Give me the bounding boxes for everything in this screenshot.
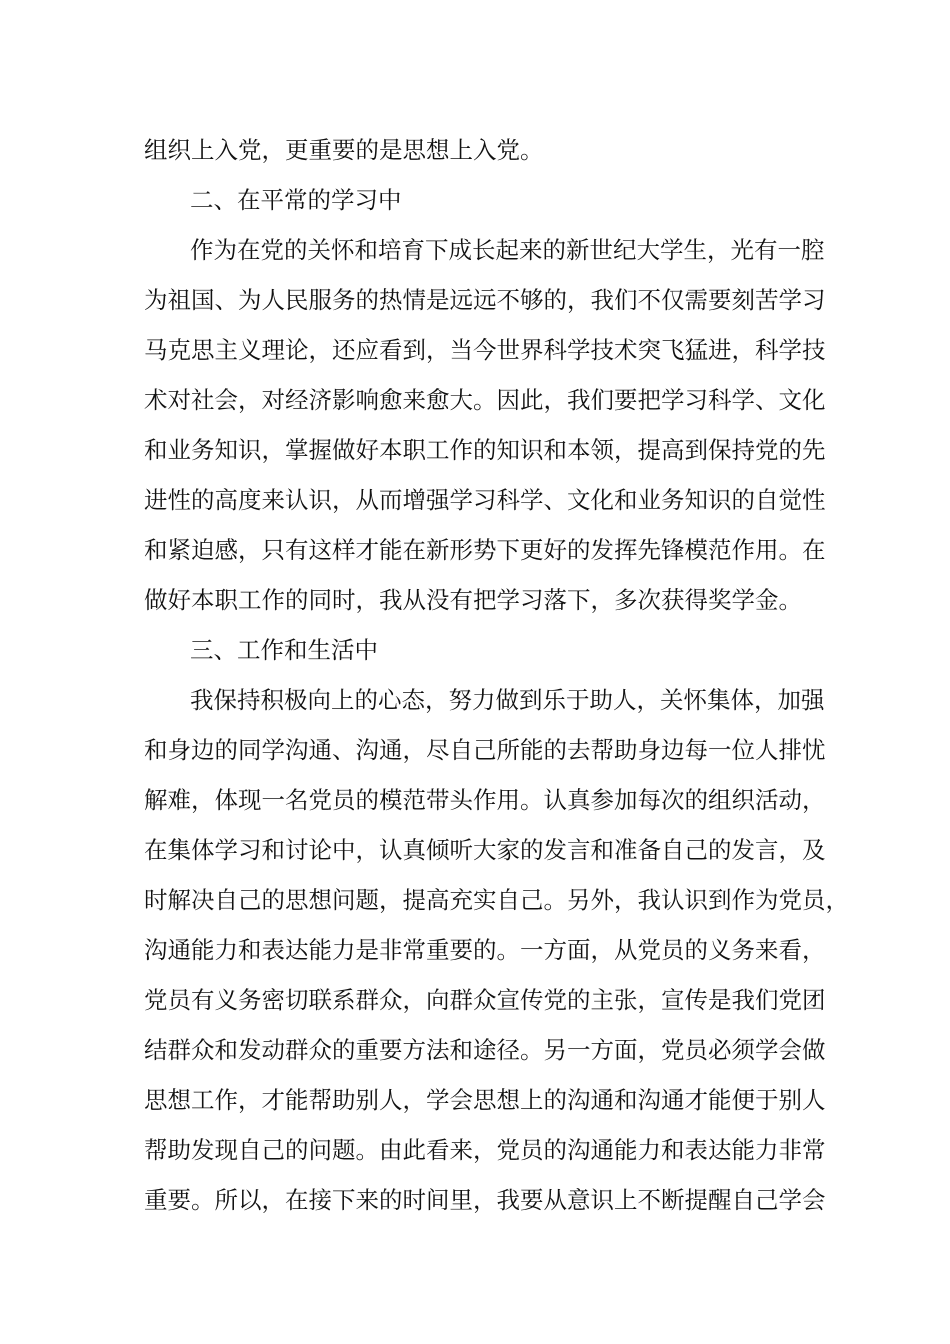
text-line: 结群众和发动群众的重要方法和途径。另一方面，党员必须学会做 — [144, 1036, 826, 1064]
text-line: 和身边的同学沟通、沟通，尽自己所能的去帮助身边每一位人排忧 — [144, 736, 826, 764]
text-line: 解难，体现一名党员的模范带头作用。认真参加每次的组织活动， — [144, 786, 826, 814]
text-line: 重要。所以，在接下来的时间里，我要从意识上不断提醒自己学会 — [144, 1186, 826, 1214]
text-line: 时解决自己的思想问题，提高充实自己。另外，我认识到作为党员， — [144, 886, 849, 914]
section-heading-work-life: 三、工作和生活中 — [190, 636, 378, 664]
text-line: 在集体学习和讨论中，认真倾听大家的发言和准备自己的发言，及 — [144, 836, 826, 864]
section-heading-study: 二、在平常的学习中 — [190, 186, 402, 214]
text-line: 和紧迫感，只有这样才能在新形势下更好的发挥先锋模范作用。在 — [144, 536, 826, 564]
text-line: 思想工作，才能帮助别人，学会思想上的沟通和沟通才能便于别人 — [144, 1086, 826, 1114]
text-line: 作为在党的关怀和培育下成长起来的新世纪大学生，光有一腔 — [190, 236, 825, 264]
text-line: 进性的高度来认识，从而增强学习科学、文化和业务知识的自觉性 — [144, 486, 826, 514]
text-line: 做好本职工作的同时，我从没有把学习落下，多次获得奖学金。 — [144, 586, 802, 614]
text-line: 帮助发现自己的问题。由此看来，党员的沟通能力和表达能力非常 — [144, 1136, 826, 1164]
text-line: 马克思主义理论，还应看到，当今世界科学技术突飞猛进，科学技 — [144, 336, 826, 364]
text-line: 和业务知识，掌握做好本职工作的知识和本领，提高到保持党的先 — [144, 436, 826, 464]
text-line: 党员有义务密切联系群众，向群众宣传党的主张，宣传是我们党团 — [144, 986, 826, 1014]
text-line: 我保持积极向上的心态，努力做到乐于助人，关怀集体，加强 — [190, 686, 825, 714]
text-line: 组织上入党，更重要的是思想上入党。 — [144, 136, 544, 164]
text-line: 术对社会，对经济影响愈来愈大。因此，我们要把学习科学、文化 — [144, 386, 826, 414]
text-line: 为祖国、为人民服务的热情是远远不够的，我们不仅需要刻苦学习 — [144, 286, 826, 314]
text-line: 沟通能力和表达能力是非常重要的。一方面，从党员的义务来看， — [144, 936, 826, 964]
